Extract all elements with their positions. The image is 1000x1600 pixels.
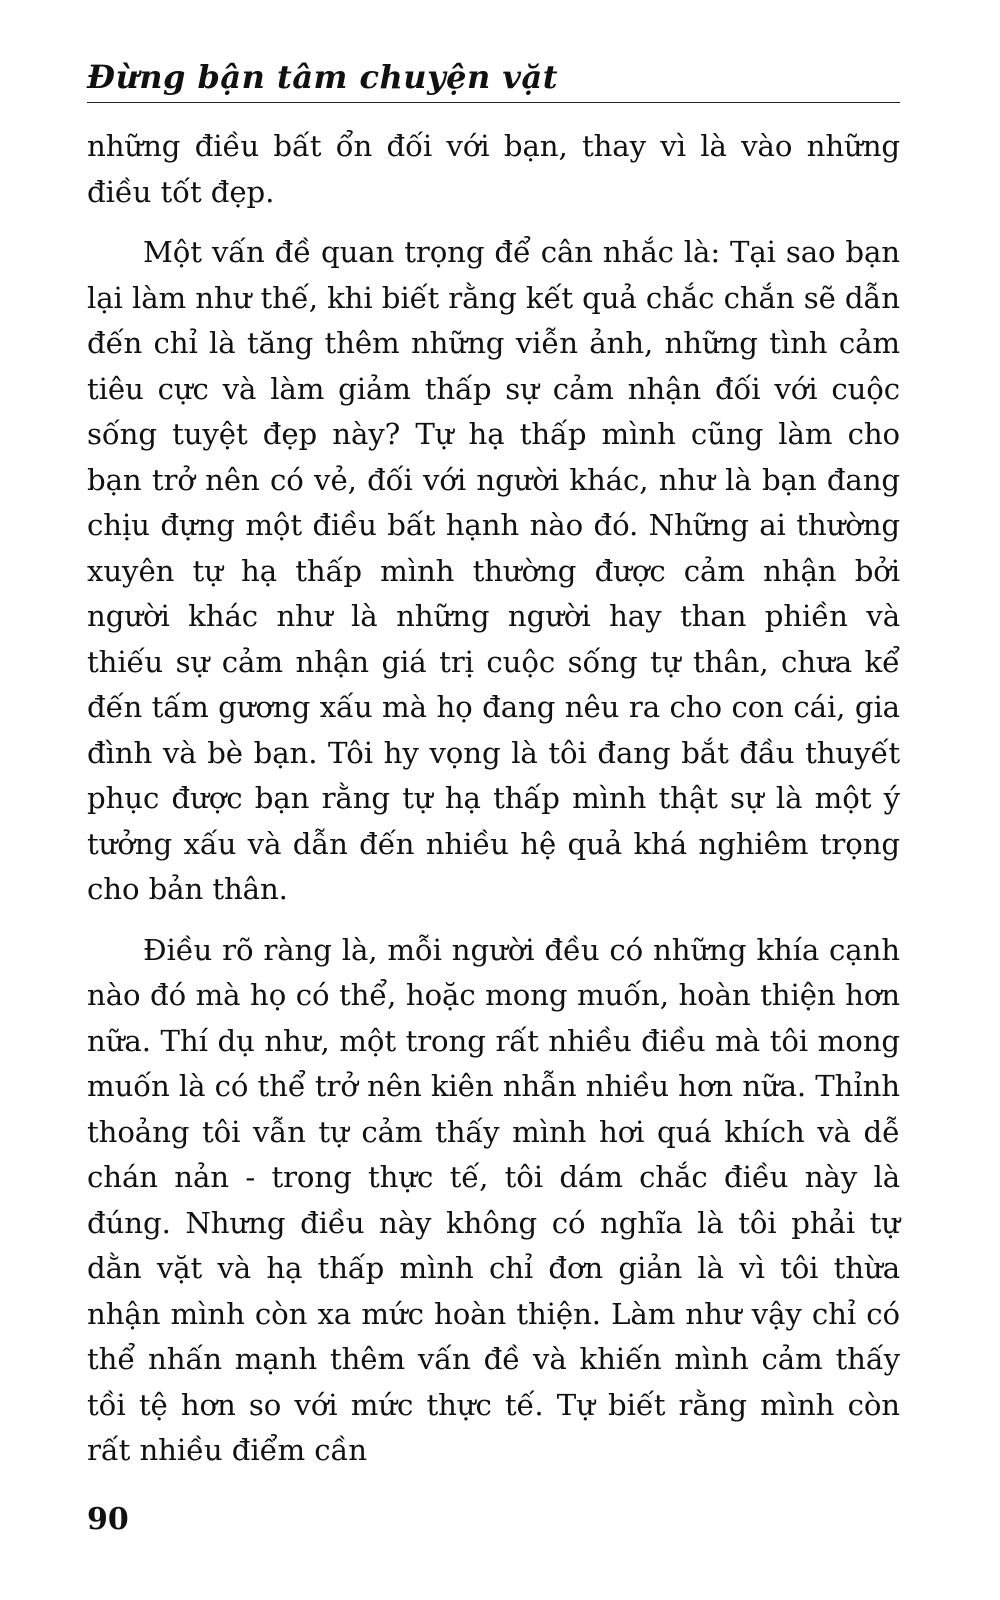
running-header xyxy=(87,52,900,103)
body-text xyxy=(87,124,900,1489)
running-title: Đừng bận tâm chuyện vặt xyxy=(87,58,559,96)
page-number: 90 xyxy=(87,1502,129,1537)
paragraph: Điều rõ ràng là, mỗi người đều có những khía cạnh nào đó mà họ có thể, hoặc mong muốn, hoàn thiện hơn nữa. Thí dụ như, một trong rất nhiều điều mà tôi mong muốn là có thể trở nên kiên nhẫn nhiều hơn nữa. Thỉnh thoảng tôi vẫn tự cảm thấy mình hơi quá khích và dễ chán nản - trong thực tế, tôi dám chắc điều này là đúng. Nhưng điều này không có nghĩa là tôi phải tự dằn vặt và hạ thấp mình chỉ đơn giản là vì tôi thừa nhận mình còn xa mức hoàn thiện. Làm như vậy chỉ có thể nhấn mạnh thêm vấn đề và khiến mình cảm thấy tồi tệ hơn so với mức thực tế. Tự biết rằng mình còn rất nhiều điểm cần xyxy=(87,932,900,1467)
paragraph: Một vấn đề quan trọng để cân nhắc là: Tại sao bạn lại làm như thế, khi biết rằng kết quả chắc chắn sẽ dẫn đến chỉ là tăng thêm những viễn ảnh, những tình cảm tiêu cực và làm giảm thấp sự cảm nhận đối với cuộc sống tuyệt đẹp này? Tự hạ thấp mình cũng làm cho bạn trở nên có vẻ, đối với người khác, như là bạn đang chịu đựng một điều bất hạnh nào đó. Những ai thường xuyên tự hạ thấp mình thường được cảm nhận bởi người khác như là những người hay than phiền và thiếu sự cảm nhận giá trị cuộc sống tự thân, chưa kể đến tấm gương xấu mà họ đang nêu ra cho con cái, gia đình và bè bạn. Tôi hy vọng là tôi đang bắt đầu thuyết phục được bạn rằng tự hạ thấp mình thật sự là một ý tưởng xấu và dẫn đến nhiều hệ quả khá nghiêm trọng cho bản thân. xyxy=(87,235,900,906)
paragraph-continued: những điều bất ổn đối với bạn, thay vì là vào những điều tốt đẹp. xyxy=(87,129,900,209)
